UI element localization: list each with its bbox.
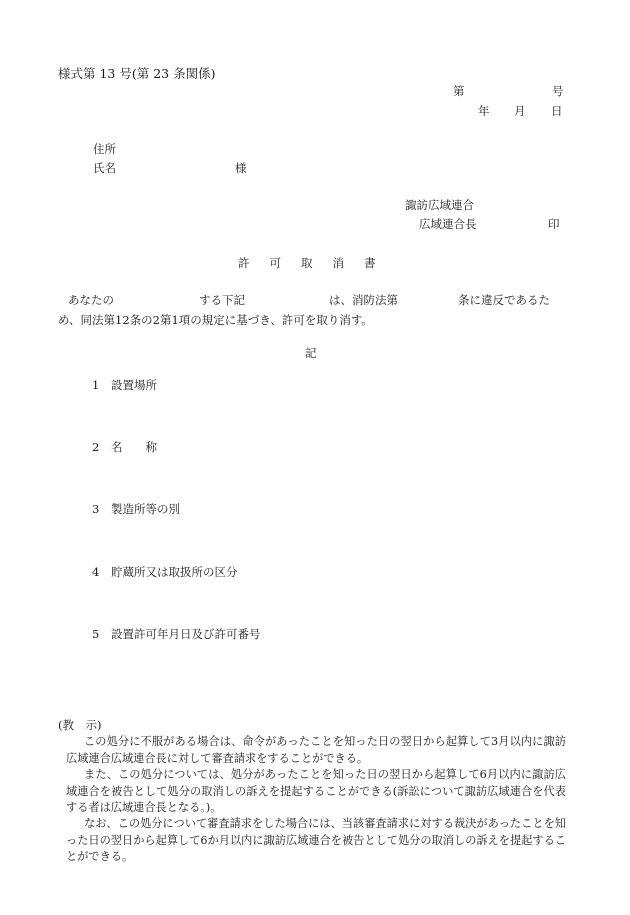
title-char: 書	[364, 256, 376, 270]
recipient-name-label: 氏名	[93, 161, 116, 175]
list-item	[92, 442, 157, 454]
list-item	[92, 567, 238, 579]
item-number: 2	[92, 440, 100, 454]
date-year-label: 年	[478, 104, 490, 118]
title-char: 許	[238, 256, 250, 270]
notice-heading: (教 示)	[58, 718, 102, 732]
item-number: 1	[92, 378, 100, 392]
body-text: あなたの	[68, 293, 114, 307]
doc-number-prefix: 第	[453, 84, 465, 98]
item-label: 名 称	[111, 440, 157, 454]
item-label: 貯蔵所又は取扱所の区分	[111, 565, 238, 579]
item-label: 設置許可年月日及び許可番号	[111, 627, 261, 641]
recipient-address-label: 住所	[93, 142, 116, 156]
body-text: は、消防法第	[329, 293, 398, 307]
title-char: 可	[269, 256, 281, 270]
title-char: 消	[332, 256, 344, 270]
body-text: め、同法第12条の2第1項の規定に基づき、許可を取り消す。	[58, 313, 373, 327]
issuer-organization: 諏訪広域連合	[405, 198, 474, 212]
issuer-seal-mark: 印	[548, 217, 560, 231]
ki-heading: 記	[305, 346, 317, 360]
body-text: する下記	[199, 293, 245, 307]
issuer-title: 広域連合長	[419, 217, 477, 231]
item-number: 5	[92, 627, 100, 641]
date-month-label: 月	[514, 104, 526, 118]
date-day-label: 日	[551, 104, 563, 118]
title-char: 取	[301, 256, 313, 270]
body-text: 条に違反であるた	[458, 293, 550, 307]
item-label: 設置場所	[111, 378, 157, 392]
item-label: 製造所等の別	[111, 502, 180, 516]
item-number: 3	[92, 502, 100, 516]
form-number: 様式第 13 号(第 23 条関係)	[58, 66, 216, 81]
notice-paragraph: この処分に不服がある場合は、命令があったことを知った日の翌日から起算して3月以内に諏訪広域連合広域連合長に対して審査請求をすることができる。	[66, 735, 566, 765]
notice-paragraph: なお、この処分について審査請求をした場合には、当該審査請求に対する裁決があったことを知った日の翌日から起算して6か月以内に諏訪広域連合を被告として処分の取消しの訴えを提起することができる。	[66, 817, 566, 863]
document-title	[238, 258, 396, 270]
list-item	[92, 504, 180, 516]
list-item	[92, 629, 261, 641]
item-number: 4	[92, 565, 100, 579]
doc-number-suffix: 号	[552, 84, 564, 98]
list-item	[92, 380, 157, 392]
recipient-honorific: 様	[235, 161, 247, 175]
notice-paragraph: また、この処分については、処分があったことを知った日の翌日から起算して6月以内に諏訪広域連合を被告として処分の取消しの訴えを提起することができる(訴訟について諏訪広域連合を代表する者は広域連合長となる。)。	[66, 768, 566, 814]
